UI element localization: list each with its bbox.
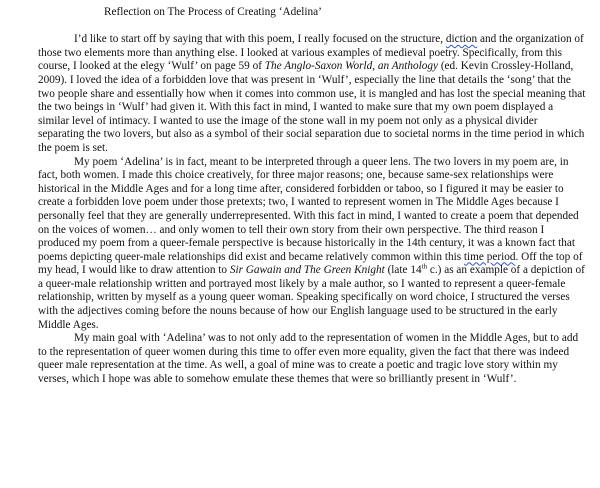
paragraph-text: c.) as an example of a depiction of a queer-male relationship written and portrayed most likely by a male author, so I wanted to represent a queer-female relationship, written by myself as a young queer woman. Speaking specifically on word choice, I structured the verses with the adjectives coming before the nouns because of how our English language used to be structured in the early Middle Ages. — [38, 264, 585, 331]
italic-title-text: The Anglo-Saxon World, an Anthology — [264, 60, 438, 73]
document-body — [38, 33, 586, 386]
paragraph-text: and the organization of those two elements more than anything else. I looked at various examples of medieval poetry. Specifically, from this course, I looked at the elegy ‘Wulf’ on page 59 of — [38, 33, 584, 73]
paragraph-text: I’d like to start off by saying that with this poem, I really focused on the structure, — [74, 33, 446, 46]
paragraph-text: My poem ‘Adelina’ is in fact, meant to be interpreted through a queer lens. The two lovers in my poem are, in fact, both women. I made this choice creatively, for three major reasons; one, because same-sex relationships were historical in the Middle Ages and for a long time after, considered forbidden or taboo, so I figured it may be easier to create a forbidden love poem under those pretexts; two, I wanted to represent women in The Middle Ages because I personally feel that they are generally underrepresented. With this fact in mind, I wanted to create a poem that depended on the voices of women… and only women to tell their own story from their own perspective. The third reason I produced my poem from a queer-female perspective is because historically in the 14th century, it was a known fact that poems depicting queer-male relationships did exist and became relatively common within this — [38, 155, 579, 263]
paragraph-text: (late 14 — [384, 264, 422, 277]
paragraph-text: . Off the top of my head, I would like to draw attention to — [38, 250, 583, 277]
paragraph-text: (ed. Kevin Crossley-Holland, 2009). I loved the idea of a forbidden love that was present in ‘Wulf’, especially the line that details the ‘song’ that the two people share and essentially how when it comes into common use, it is mangled and has lost the special meaning that the two beings in ‘Wulf’ had given it. With this fact in mind, I wanted to make sure that my own poem displayed a similar level of intimacy. I wanted to use the image of the stone wall in my poem not only as a physical divider separating the two lovers, but also as a symbol of their social separation due to societal norms in the time period in which the poem is set. — [38, 60, 586, 154]
italic-title-text: Sir Gawain and The Green Knight — [229, 264, 385, 277]
paragraph-text: My main goal with ‘Adelina’ was to not only add to the representation of women in the Middle Ages, but to add to the representation of queer women during this time to offer even more equality, given the fact that there was indeed queer male representation at the time. As well, a goal of mine was to create a poetic and tragic love story within my verses, which I hope was able to somehow emulate these themes that were so brilliantly present in ‘Wulf’. — [38, 332, 579, 386]
body-paragraph-3 — [38, 332, 586, 386]
spellcheck-underlined-text: time period — [463, 250, 516, 263]
document-page — [38, 6, 586, 387]
body-paragraph-2 — [38, 156, 586, 333]
spellcheck-underlined-text: diction — [445, 33, 478, 46]
superscript-text: th — [421, 262, 428, 271]
document-title: Reflection on The Process of Creating ‘Adelina’ — [104, 6, 322, 18]
body-paragraph-1 — [38, 33, 586, 155]
